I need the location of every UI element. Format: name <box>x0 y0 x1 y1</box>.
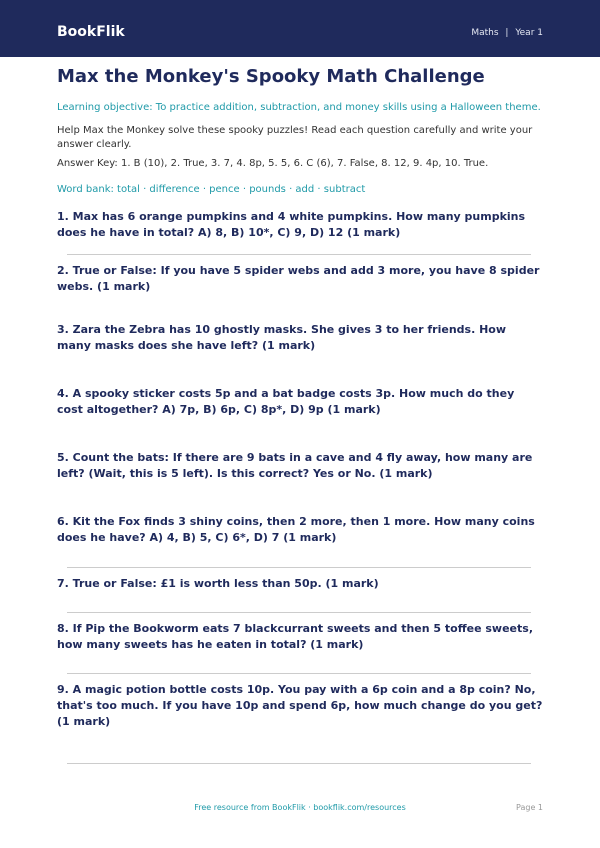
learning-objective: Learning objective: To practice addition, subtraction, and money skills using a Halloween theme. <box>57 102 541 113</box>
question-7: 7. True or False: £1 is worth less than 50p. (1 mark) <box>57 577 379 590</box>
page-number: Page 1 <box>516 803 543 812</box>
question-6: 6. Kit the Fox finds 3 shiny coins, then 2 more, then 1 more. How many coins does he have? A) 4, B) 5, C) 6*, D) 7 (1 mark) <box>57 515 535 544</box>
answer-line <box>67 763 531 764</box>
question-8: 8. If Pip the Bookworm eats 7 blackcurrant sweets and then 5 toffee sweets, how many sweets has he eaten in total? (1 mark) <box>57 622 533 651</box>
word-bank: Word bank: total · difference · pence · pounds · add · subtract <box>57 184 366 195</box>
answer-line <box>67 567 531 568</box>
header-separator: | <box>505 28 509 38</box>
answer-line <box>67 673 531 674</box>
question-2: 2. True or False: If you have 5 spider webs and add 3 more, you have 8 spider webs. (1 mark) <box>57 264 540 293</box>
instructions: Help Max the Monkey solve these spooky puzzles! Read each question carefully and write your answer clearly. <box>57 125 533 150</box>
header-meta <box>471 28 543 38</box>
answer-key: Answer Key: 1. B (10), 2. True, 3. 7, 4. 8p, 5. 5, 6. C (6), 7. False, 8. 12, 9. 4p, 10. True. <box>57 158 489 169</box>
page-title: Max the Monkey's Spooky Math Challenge <box>57 66 485 87</box>
question-1: 1. Max has 6 orange pumpkins and 4 white pumpkins. How many pumpkins does he have in total? A) 8, B) 10*, C) 9, D) 12 (1 mark) <box>57 210 526 239</box>
answer-line <box>67 612 531 613</box>
footer-credit[interactable]: Free resource from BookFlik · bookflik.com/resources <box>194 803 406 812</box>
question-9: 9. A magic potion bottle costs 10p. You pay with a 6p coin and a 8p coin? No, that's too much. If you have 10p and spend 6p, how much change do you get? (1 mark) <box>57 683 543 728</box>
subject-label: Maths <box>471 28 499 38</box>
question-4: 4. A spooky sticker costs 5p and a bat badge costs 3p. How much do they cost altogether? A) 7p, B) 6p, C) 8p*, D) 9p (1 mark) <box>57 387 515 416</box>
year-label: Year 1 <box>515 28 543 38</box>
page-header <box>0 0 600 57</box>
question-list <box>57 209 543 764</box>
question-3: 3. Zara the Zebra has 10 ghostly masks. She gives 3 to her friends. How many masks does she have left? (1 mark) <box>57 323 507 352</box>
worksheet-content <box>57 65 543 772</box>
brand-logo: BookFlik <box>57 24 125 40</box>
answer-line <box>67 254 531 255</box>
question-5: 5. Count the bats: If there are 9 bats in a cave and 4 fly away, how many are left? (Wait, this is 5 left). Is this correct? Yes or No. (1 mark) <box>57 451 533 480</box>
